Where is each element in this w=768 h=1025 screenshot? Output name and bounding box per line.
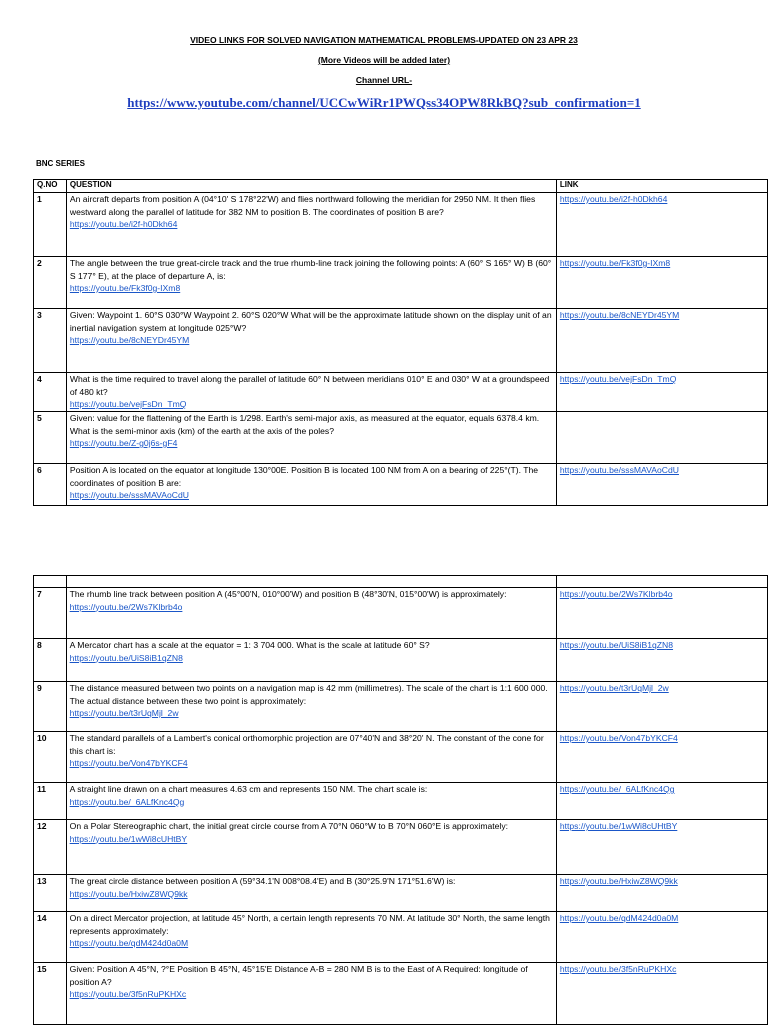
link-cell [556,309,767,373]
video-link[interactable]: https://youtu.be/2Ws7Klbrb4o [559,589,673,599]
question-cell [66,912,556,963]
question-cell [66,373,556,412]
video-link[interactable]: https://youtu.be/Fk3f0g-IXm8 [559,258,671,268]
video-link[interactable]: https://youtu.be/i2f-h0Dkh64 [559,194,668,204]
question-text: A straight line drawn on a chart measures 4.63 cm and represents 150 NM. The chart scale is: [69,784,428,794]
video-link[interactable]: https://youtu.be/1wWi8cUHtBY [559,821,678,831]
empty-cell [556,576,767,588]
link-cell [556,464,767,506]
channel-url-link[interactable]: https://www.youtube.com/channel/UCCwWiRr1PWQss34OPW8RkBQ?sub_confirmation=1 [127,95,641,110]
question-number: 5 [34,412,67,464]
question-video-link[interactable]: https://youtu.be/Von47bYKCF4 [69,758,188,768]
link-cell [556,875,767,912]
question-video-link[interactable]: https://youtu.be/_6ALfKnc4Qg [69,796,185,807]
question-number: 11 [34,783,67,820]
link-cell [556,732,767,783]
header-qno: Q.NO [34,180,67,193]
table-row [34,820,768,875]
table-header-row [34,180,768,193]
video-link[interactable]: https://youtu.be/_6ALfKnc4Qg [559,784,675,794]
question-text: The distance measured between two points on a navigation map is 42 mm (millimetres). The scale of the chart is 1:1 600 000. The actual distance between these two point is approximately: [69,683,548,706]
questions-table-1 [33,179,768,506]
question-number: 1 [34,193,67,257]
series-label: BNC SERIES [36,159,85,168]
header-link: LINK [556,180,767,193]
question-number: 14 [34,912,67,963]
question-number: 10 [34,732,67,783]
question-cell [66,309,556,373]
question-number: 6 [34,464,67,506]
table-row [34,412,768,464]
table-empty-header-row [34,576,768,588]
video-link[interactable]: https://youtu.be/vejFsDn_TmQ [559,374,677,384]
table-row [34,373,768,412]
table-row [34,588,768,639]
questions-table-2-body [34,576,768,1025]
question-number: 8 [34,639,67,682]
question-text: The standard parallels of a Lambert's conical orthomorphic projection are 07°40'N and 38°20' N. The constant of the cone for this chart is: [69,733,544,756]
question-number: 15 [34,963,67,1025]
link-cell [556,257,767,309]
video-link[interactable]: https://youtu.be/UiS8iB1qZN8 [559,640,674,650]
table-row [34,875,768,912]
question-text: Given: Waypoint 1. 60°S 030°W Waypoint 2. 60°S 020°W What will be the approximate latitude shown on the display unit of an inertial navigation system at longitude 025°W? [69,310,552,333]
video-link[interactable]: https://youtu.be/qdM424d0a0M [559,913,679,923]
video-link[interactable]: https://youtu.be/t3rUqMjl_2w [559,683,669,693]
question-number: 9 [34,682,67,732]
table-row [34,464,768,506]
question-video-link[interactable]: https://youtu.be/1wWi8cUHtBY [69,833,188,844]
question-video-link[interactable]: https://youtu.be/Z-g0j6s-gF4 [69,438,178,448]
question-video-link[interactable]: https://youtu.be/2Ws7Klbrb4o [69,601,183,612]
video-link[interactable]: https://youtu.be/HxiwZ8WQ9kk [559,876,678,886]
question-cell [66,783,556,820]
question-cell [66,193,556,257]
video-link[interactable]: https://youtu.be/Von47bYKCF4 [559,733,678,743]
link-cell [556,963,767,1025]
question-cell [66,412,556,464]
question-number: 4 [34,373,67,412]
channel-label: Channel URL- [355,75,413,85]
questions-table-1-body [34,180,768,506]
question-text: Position A is located on the equator at longitude 130°00E. Position B is located 100 NM from A on a bearing of 225°(T). The coordinates of position B are: [69,465,539,488]
document-title: VIDEO LINKS FOR SOLVED NAVIGATION MATHEMATICAL PROBLEMS-UPDATED ON 23 APR 23 [190,35,578,45]
question-text: Given: value for the flattening of the Earth is 1/298. Earth's semi-major axis, as measured at the equator, equals 6378.4 km. What is the semi-minor axis (km) of the earth at the axis of the poles? [69,413,540,436]
table-row [34,257,768,309]
question-text: Given: Position A 45°N, ?°E Position B 45°N, 45°15'E Distance A-B = 280 NM B is to the East of A Required: longitude of position A? [69,964,528,987]
link-cell [556,639,767,682]
question-video-link[interactable]: https://youtu.be/8cNEYDr45YM [69,335,190,345]
question-cell [66,732,556,783]
question-cell [66,820,556,875]
question-text: On a direct Mercator projection, at latitude 45° North, a certain length represents 70 NM. At latitude 30° North, the same length represents approximately: [69,913,550,936]
link-cell [556,820,767,875]
question-cell [66,588,556,639]
question-number: 3 [34,309,67,373]
video-link[interactable]: https://youtu.be/3f5nRuPKHXc [559,964,677,974]
question-video-link[interactable]: https://youtu.be/3f5nRuPKHXc [69,989,187,999]
link-cell [556,912,767,963]
question-cell [66,464,556,506]
question-video-link[interactable]: https://youtu.be/i2f-h0Dkh64 [69,219,178,229]
question-video-link[interactable]: https://youtu.be/UiS8iB1qZN8 [69,652,183,663]
question-text: A Mercator chart has a scale at the equator = 1: 3 704 000. What is the scale at latitude 60° S? [69,640,430,650]
question-video-link[interactable]: https://youtu.be/Fk3f0g-IXm8 [69,283,181,293]
link-cell [556,682,767,732]
table-row [34,912,768,963]
question-video-link[interactable]: https://youtu.be/sssMAVAoCdU [69,490,189,500]
video-link[interactable]: https://youtu.be/8cNEYDr45YM [559,310,680,320]
table-row [34,732,768,783]
questions-table-2 [33,575,768,1025]
link-cell [556,193,767,257]
question-number: 7 [34,588,67,639]
link-cell [556,373,767,412]
question-cell [66,963,556,1025]
table-row [34,193,768,257]
link-cell [556,588,767,639]
question-cell [66,257,556,309]
empty-cell [66,576,556,588]
table-row [34,682,768,732]
empty-cell [34,576,67,588]
document-subtitle: (More Videos will be added later) [317,55,451,65]
question-cell [66,639,556,682]
question-text: The rhumb line track between position A (45°00'N, 010°00'W) and position B (48°30'N, 015°00'W) is approximately: [69,589,507,599]
question-cell [66,682,556,732]
video-link[interactable]: https://youtu.be/sssMAVAoCdU [559,465,679,475]
question-number: 2 [34,257,67,309]
question-number: 12 [34,820,67,875]
question-text: The angle between the true great-circle track and the true rhumb-line track joining the following points: A (60° S 165° W) B (60° S 177° E), at the place of departure A, is: [69,258,552,281]
question-video-link[interactable]: https://youtu.be/vejFsDn_TmQ [69,399,187,409]
question-text: What is the time required to travel along the parallel of latitude 60° N between meridians 010° E and 030° W at a groundspeed of 480 kt? [69,374,550,397]
question-video-link[interactable]: https://youtu.be/qdM424d0a0M [69,938,189,948]
question-video-link[interactable]: https://youtu.be/HxiwZ8WQ9kk [69,888,188,899]
table-row [34,639,768,682]
table-row [34,783,768,820]
question-number: 13 [34,875,67,912]
question-text: An aircraft departs from position A (04°10' S 178°22'W) and flies northward following the meridian for 2950 NM. It then flies westward along the parallel of latitude for 382 NM to position B. The coordinates of position B are? [69,194,536,217]
link-cell [556,783,767,820]
question-text: The great circle distance between position A (59°34.1'N 008°08.4'E) and B (30°25.9'N 171°51.6'W) is: [69,876,456,886]
table-row [34,309,768,373]
link-cell [556,412,767,464]
table-row [34,963,768,1025]
header-question: QUESTION [66,180,556,193]
question-text: On a Polar Stereographic chart, the initial great circle course from A 70°N 060°W to B 70°N 060°E is approximately: [69,821,509,831]
question-cell [66,875,556,912]
question-video-link[interactable]: https://youtu.be/t3rUqMjl_2w [69,708,179,718]
